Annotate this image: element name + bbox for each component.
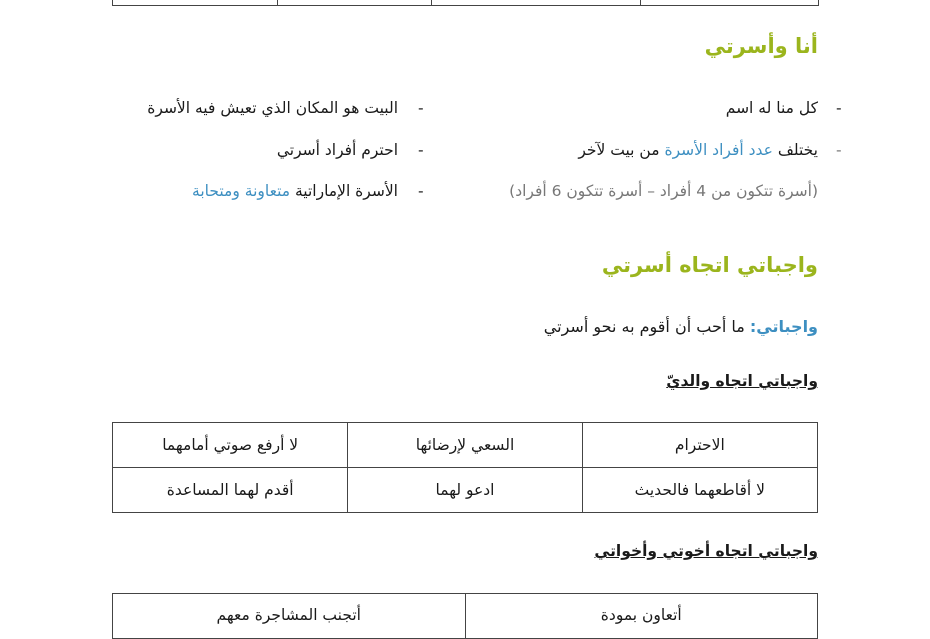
table-cell: لا أرفع صوتي أمامهما <box>113 423 348 468</box>
section-title-duties: واجباتي اتجاه أسرتي <box>601 253 818 277</box>
table-cell: الاحترام <box>582 423 817 468</box>
highlight-text: متعاونة ومتحابة <box>192 182 291 200</box>
table-cell: أتجنب المشاجرة معهم <box>113 594 466 639</box>
parents-duties-table <box>112 422 818 513</box>
table-cell: ادعو لهما <box>348 468 582 513</box>
section-title-me-and-family: أنا وأسرتي <box>704 34 818 58</box>
top-table-fragment <box>112 0 819 6</box>
list-item-text: الأسرة الإماراتية <box>290 182 398 200</box>
table-row <box>113 423 818 468</box>
bullet-dash: - <box>418 182 424 200</box>
highlight-text: عدد أفراد الأسرة <box>664 141 773 159</box>
definition-term: واجباتي: <box>749 317 818 336</box>
list-item <box>192 182 398 200</box>
bullet-dash: - <box>418 141 424 159</box>
list-item: كل منا له اسم <box>725 99 818 117</box>
duties-definition <box>544 317 818 336</box>
bullet-dash: - <box>836 141 842 159</box>
table-cell: لا أقاطعهما فالحديث <box>582 468 817 513</box>
list-item: احترم أفراد أسرتي <box>276 141 398 159</box>
bullet-dash: - <box>418 99 424 117</box>
table-row <box>113 594 818 639</box>
list-item-example: (أسرة تتكون من 4 أفراد – أسرة تتكون 6 أفراد) <box>509 182 818 200</box>
table-row <box>113 468 818 513</box>
siblings-duties-heading: واجباتي اتجاه أخوتي وأخواتي <box>594 542 818 560</box>
table-cell: السعي لإرضائها <box>348 423 582 468</box>
list-item-text: يختلف <box>772 141 818 159</box>
table-cell: أقدم لهما المساعدة <box>113 468 348 513</box>
bullet-dash: - <box>836 99 842 117</box>
definition-text: ما أحب أن أقوم به نحو أسرتي <box>543 317 750 336</box>
list-item: البيت هو المكان الذي تعيش فيه الأسرة <box>147 99 398 117</box>
parents-duties-heading: واجباتي اتجاه والديّ <box>666 372 818 390</box>
siblings-duties-table <box>112 593 818 639</box>
list-item <box>578 141 818 159</box>
table-cell: أتعاون بمودة <box>465 594 817 639</box>
list-item-text: من بيت لآخر <box>578 141 665 159</box>
